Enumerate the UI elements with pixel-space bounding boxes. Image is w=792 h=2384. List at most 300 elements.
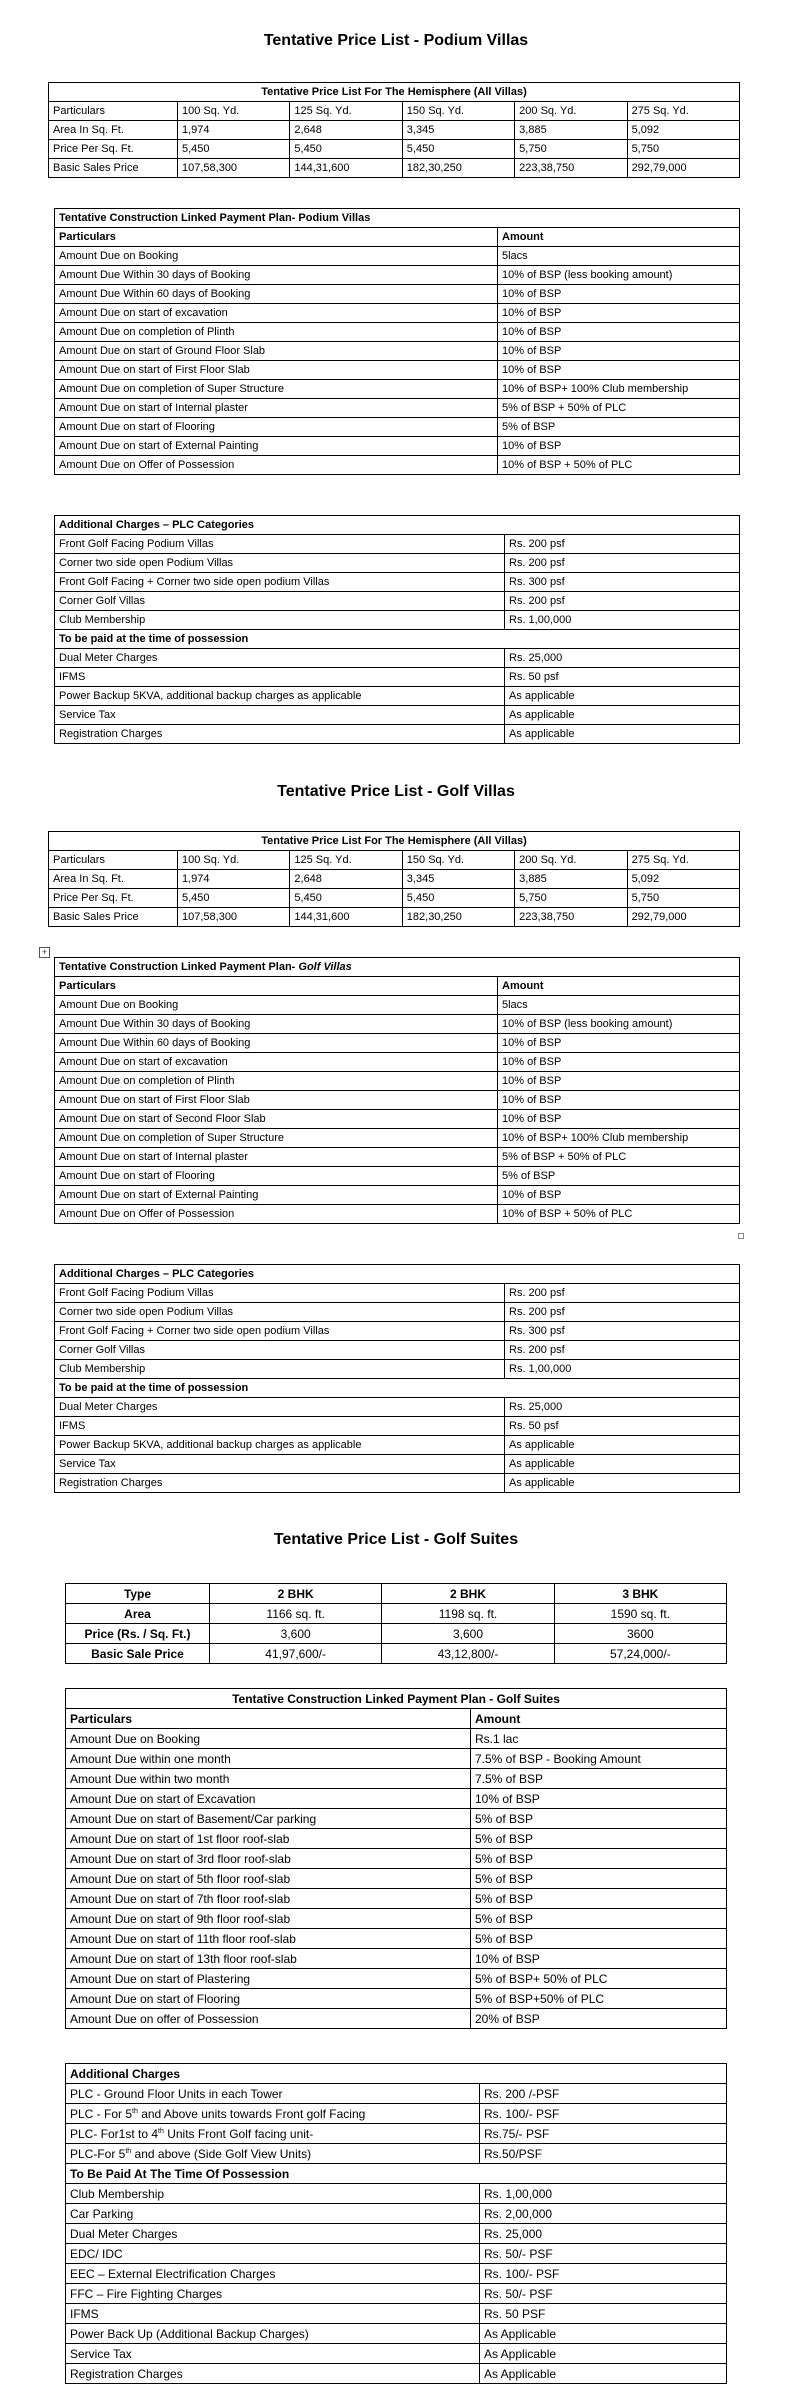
row-value: 5% of BSP bbox=[471, 1849, 727, 1869]
row-label: Amount Due on start of External Painting bbox=[55, 1186, 498, 1205]
row-label: Amount Due on start of 7th floor roof-slab bbox=[66, 1889, 471, 1909]
row-value: Rs. 200 psf bbox=[505, 535, 740, 554]
table-row bbox=[55, 266, 740, 285]
column-header: Particulars bbox=[55, 228, 498, 247]
row-value: Rs.1 lac bbox=[471, 1729, 727, 1749]
row-label: Amount Due on start of excavation bbox=[55, 304, 498, 323]
price-table-caption: Tentative Price List For The Hemisphere (All Villas) bbox=[49, 832, 740, 851]
row-label: Corner two side open Podium Villas bbox=[55, 554, 505, 573]
table-row bbox=[55, 1303, 740, 1322]
row-value: Rs.75/- PSF bbox=[480, 2124, 727, 2144]
table-cell: 292,79,000 bbox=[627, 908, 739, 927]
table-cell: 1,974 bbox=[178, 870, 290, 889]
row-label: Amount Due on start of Flooring bbox=[55, 1167, 498, 1186]
golf-payment-plan bbox=[54, 957, 740, 1224]
row-label: Front Golf Facing Podium Villas bbox=[55, 535, 505, 554]
table-row bbox=[49, 889, 740, 908]
plc-label-part: PLC - For 5 bbox=[70, 2106, 133, 2121]
table-cell: 144,31,600 bbox=[290, 159, 402, 178]
table-row bbox=[55, 554, 740, 573]
column-header: 2 BHK bbox=[382, 1584, 554, 1604]
table-row bbox=[66, 1909, 727, 1929]
row-label: Amount Due on Booking bbox=[66, 1729, 471, 1749]
column-header: Type bbox=[66, 1584, 210, 1604]
table-cell: 5,092 bbox=[627, 870, 739, 889]
table-row bbox=[55, 1455, 740, 1474]
table-row bbox=[66, 1769, 727, 1789]
row-value: Rs. 200 psf bbox=[505, 592, 740, 611]
table-row bbox=[49, 851, 740, 870]
table-cell: 1166 sq. ft. bbox=[210, 1604, 382, 1624]
table-row bbox=[66, 1729, 727, 1749]
row-label: Car Parking bbox=[66, 2204, 480, 2224]
row-label bbox=[66, 2104, 480, 2124]
table-cell: 5,750 bbox=[515, 889, 627, 908]
column-header: 150 Sq. Yd. bbox=[402, 851, 514, 870]
row-label: Amount Due on start of External Painting bbox=[55, 437, 498, 456]
row-value: 5lacs bbox=[498, 996, 740, 1015]
row-value: 10% of BSP bbox=[471, 1789, 727, 1809]
table-cell: 5,092 bbox=[627, 121, 739, 140]
plc-label-part: PLC-For 5 bbox=[70, 2146, 126, 2161]
row-value: 10% of BSP bbox=[498, 304, 740, 323]
table-row bbox=[66, 1929, 727, 1949]
plan-caption-italic: Golf Villas bbox=[298, 961, 352, 973]
podium-price-table bbox=[48, 82, 740, 178]
table-resize-handle-icon[interactable] bbox=[738, 1233, 744, 1239]
row-label: Amount Due on start of First Floor Slab bbox=[55, 361, 498, 380]
table-row bbox=[55, 418, 740, 437]
table-row bbox=[55, 1417, 740, 1436]
row-value: As applicable bbox=[505, 1436, 740, 1455]
table-row bbox=[66, 2184, 727, 2204]
row-value: 10% of BSP+ 100% Club membership bbox=[498, 380, 740, 399]
row-label: Amount Due on start of Excavation bbox=[66, 1789, 471, 1809]
row-label: Amount Due on start of 3rd floor roof-slab bbox=[66, 1849, 471, 1869]
row-value: 5% of BSP + 50% of PLC bbox=[498, 399, 740, 418]
plan-caption-text: Tentative Construction Linked Payment Plan- bbox=[59, 961, 299, 973]
row-value: 5% of BSP bbox=[471, 1809, 727, 1829]
table-row bbox=[66, 1869, 727, 1889]
row-label: IFMS bbox=[55, 668, 505, 687]
row-value: As applicable bbox=[505, 706, 740, 725]
table-row bbox=[55, 1186, 740, 1205]
table-row bbox=[66, 2224, 727, 2244]
plc-label-part: th bbox=[158, 2127, 164, 2135]
plc-label-part: Units Front Golf facing unit- bbox=[163, 2126, 314, 2141]
row-value: 5% of BSP bbox=[498, 1167, 740, 1186]
row-label: Service Tax bbox=[55, 1455, 505, 1474]
row-value: 10% of BSP bbox=[498, 437, 740, 456]
table-row bbox=[66, 1624, 727, 1644]
row-value: Rs. 100/- PSF bbox=[480, 2104, 727, 2124]
row-value: 10% of BSP bbox=[498, 1091, 740, 1110]
table-cell: 5,450 bbox=[178, 140, 290, 159]
table-cell: 5,450 bbox=[402, 140, 514, 159]
table-row bbox=[49, 102, 740, 121]
row-value: 10% of BSP bbox=[498, 323, 740, 342]
table-row bbox=[66, 1829, 727, 1849]
row-label: IFMS bbox=[55, 1417, 505, 1436]
row-label: Amount Due on Booking bbox=[55, 996, 498, 1015]
row-label: Corner Golf Villas bbox=[55, 1341, 505, 1360]
table-cell: 43,12,800/- bbox=[382, 1644, 554, 1664]
table-row bbox=[49, 159, 740, 178]
table-cell: 107,58,300 bbox=[178, 908, 290, 927]
row-value: 10% of BSP bbox=[498, 342, 740, 361]
row-value: Rs. 200 psf bbox=[505, 1284, 740, 1303]
table-row bbox=[55, 706, 740, 725]
row-label: Power Back Up (Additional Backup Charges) bbox=[66, 2324, 480, 2344]
row-value: 10% of BSP bbox=[498, 1034, 740, 1053]
table-cell: 3,600 bbox=[210, 1624, 382, 1644]
charges-caption: Additional Charges – PLC Categories bbox=[55, 1265, 740, 1284]
row-label: Amount Due on offer of Possession bbox=[66, 2009, 471, 2029]
column-header: 150 Sq. Yd. bbox=[402, 102, 514, 121]
row-value: 10% of BSP bbox=[498, 1053, 740, 1072]
column-header: 125 Sq. Yd. bbox=[290, 102, 402, 121]
row-label: Dual Meter Charges bbox=[55, 649, 505, 668]
row-value: Rs. 2,00,000 bbox=[480, 2204, 727, 2224]
row-value: Rs. 1,00,000 bbox=[505, 1360, 740, 1379]
column-header: 200 Sq. Yd. bbox=[515, 102, 627, 121]
table-row bbox=[55, 1341, 740, 1360]
table-row bbox=[66, 2244, 727, 2264]
table-cell: 41,97,600/- bbox=[210, 1644, 382, 1664]
suites-title: Tentative Price List - Golf Suites bbox=[273, 1531, 519, 1548]
table-header-row bbox=[55, 228, 740, 247]
table-row bbox=[55, 323, 740, 342]
table-row bbox=[55, 304, 740, 323]
row-label: Corner Golf Villas bbox=[55, 592, 505, 611]
charges-caption: Additional Charges – PLC Categories bbox=[55, 516, 740, 535]
table-row bbox=[55, 592, 740, 611]
table-row bbox=[55, 1398, 740, 1417]
column-header: 3 BHK bbox=[554, 1584, 726, 1604]
row-label: Amount Due within one month bbox=[66, 1749, 471, 1769]
table-cell: 1,974 bbox=[178, 121, 290, 140]
table-cell: 3600 bbox=[554, 1624, 726, 1644]
row-label: Amount Due Within 30 days of Booking bbox=[55, 266, 498, 285]
row-label: Front Golf Facing Podium Villas bbox=[55, 1284, 505, 1303]
table-cell: Basic Sales Price bbox=[49, 159, 178, 178]
table-row bbox=[66, 2009, 727, 2029]
row-value: Rs. 25,000 bbox=[505, 649, 740, 668]
row-value: As Applicable bbox=[480, 2324, 727, 2344]
table-cell: 1198 sq. ft. bbox=[382, 1604, 554, 1624]
row-value: 10% of BSP bbox=[498, 1110, 740, 1129]
row-value: 10% of BSP + 50% of PLC bbox=[498, 1205, 740, 1224]
row-value: 10% of BSP + 50% of PLC bbox=[498, 456, 740, 475]
table-row bbox=[55, 1091, 740, 1110]
podium-additional-charges bbox=[54, 515, 740, 744]
table-row bbox=[55, 1167, 740, 1186]
table-row bbox=[55, 342, 740, 361]
plan-caption: Tentative Construction Linked Payment Plan- Podium Villas bbox=[55, 209, 740, 228]
row-value: 10% of BSP bbox=[498, 1072, 740, 1091]
table-row bbox=[66, 2084, 727, 2104]
row-value: Rs. 1,00,000 bbox=[480, 2184, 727, 2204]
row-label: Amount Due Within 60 days of Booking bbox=[55, 1034, 498, 1053]
table-row bbox=[55, 687, 740, 706]
row-label: Dual Meter Charges bbox=[55, 1398, 505, 1417]
row-label bbox=[66, 2124, 480, 2144]
table-row bbox=[66, 1989, 727, 2009]
table-row bbox=[55, 1322, 740, 1341]
table-row bbox=[66, 1969, 727, 1989]
row-value: 5% of BSP bbox=[471, 1889, 727, 1909]
table-cell: 5,750 bbox=[627, 889, 739, 908]
table-row bbox=[55, 1110, 740, 1129]
table-row bbox=[49, 870, 740, 889]
row-label: Club Membership bbox=[55, 1360, 505, 1379]
row-value: 5% of BSP bbox=[471, 1929, 727, 1949]
table-row bbox=[55, 996, 740, 1015]
table-header-row bbox=[55, 977, 740, 996]
row-label: Power Backup 5KVA, additional backup charges as applicable bbox=[55, 1436, 505, 1455]
table-row bbox=[55, 247, 740, 266]
row-label: Amount Due Within 60 days of Booking bbox=[55, 285, 498, 304]
podium-title: Tentative Price List - Podium Villas bbox=[263, 32, 529, 49]
row-value: Rs. 50 psf bbox=[505, 668, 740, 687]
row-value: Rs. 50 psf bbox=[505, 1417, 740, 1436]
table-cell: Area In Sq. Ft. bbox=[49, 121, 178, 140]
column-header: 200 Sq. Yd. bbox=[515, 851, 627, 870]
row-value: 10% of BSP (less booking amount) bbox=[498, 266, 740, 285]
row-value: 5% of BSP bbox=[471, 1869, 727, 1889]
table-cell: 5,750 bbox=[515, 140, 627, 159]
row-value: Rs. 50 PSF bbox=[480, 2304, 727, 2324]
row-label: Front Golf Facing + Corner two side open podium Villas bbox=[55, 573, 505, 592]
table-row bbox=[66, 2364, 727, 2384]
row-label: Amount Due on start of Internal plaster bbox=[55, 1148, 498, 1167]
row-label: Amount Due on start of 9th floor roof-slab bbox=[66, 1909, 471, 1929]
table-row bbox=[66, 2304, 727, 2324]
row-value: 10% of BSP (less booking amount) bbox=[498, 1015, 740, 1034]
row-value: 10% of BSP bbox=[498, 361, 740, 380]
table-row bbox=[66, 2124, 727, 2144]
table-cell: 292,79,000 bbox=[627, 159, 739, 178]
table-cell: 182,30,250 bbox=[402, 159, 514, 178]
row-value: As applicable bbox=[505, 1455, 740, 1474]
table-cell: Price Per Sq. Ft. bbox=[49, 140, 178, 159]
row-label: Registration Charges bbox=[66, 2364, 480, 2384]
row-label: Corner two side open Podium Villas bbox=[55, 1303, 505, 1322]
table-cell: 223,38,750 bbox=[515, 908, 627, 927]
table-cell: 57,24,000/- bbox=[554, 1644, 726, 1664]
row-value: 20% of BSP bbox=[471, 2009, 727, 2029]
column-header: 275 Sq. Yd. bbox=[627, 851, 739, 870]
table-row bbox=[55, 573, 740, 592]
table-row bbox=[66, 1644, 727, 1664]
table-row bbox=[55, 380, 740, 399]
table-row bbox=[66, 1889, 727, 1909]
table-row bbox=[66, 1789, 727, 1809]
row-label: Amount Due on start of First Floor Slab bbox=[55, 1091, 498, 1110]
table-row bbox=[55, 1360, 740, 1379]
row-label: Power Backup 5KVA, additional backup charges as applicable bbox=[55, 687, 505, 706]
row-label: Service Tax bbox=[66, 2344, 480, 2364]
plc-label-part: th bbox=[132, 2107, 138, 2115]
row-value: Rs. 25,000 bbox=[505, 1398, 740, 1417]
table-cell: 3,885 bbox=[515, 870, 627, 889]
table-row bbox=[66, 2344, 727, 2364]
table-cell: 2,648 bbox=[290, 121, 402, 140]
charges-caption: Additional Charges bbox=[66, 2064, 727, 2084]
row-value: 10% of BSP bbox=[498, 1186, 740, 1205]
row-value: Rs. 200 psf bbox=[505, 1303, 740, 1322]
row-value: As applicable bbox=[505, 1474, 740, 1493]
possession-heading: To be paid at the time of possession bbox=[55, 630, 740, 649]
table-cell: Area In Sq. Ft. bbox=[49, 870, 178, 889]
table-cell: 5,450 bbox=[290, 140, 402, 159]
table-cell: 3,345 bbox=[402, 121, 514, 140]
column-header: 275 Sq. Yd. bbox=[627, 102, 739, 121]
column-header: Particulars bbox=[66, 1709, 471, 1729]
table-row bbox=[66, 1849, 727, 1869]
row-label: Amount Due Within 30 days of Booking bbox=[55, 1015, 498, 1034]
golf-additional-charges bbox=[54, 1264, 740, 1493]
column-header: Particulars bbox=[49, 851, 178, 870]
row-value: As Applicable bbox=[480, 2364, 727, 2384]
table-row bbox=[55, 668, 740, 687]
row-value: Rs. 200 /-PSF bbox=[480, 2084, 727, 2104]
table-row bbox=[55, 1474, 740, 1493]
table-row bbox=[55, 1072, 740, 1091]
column-header: Particulars bbox=[55, 977, 498, 996]
table-row bbox=[55, 649, 740, 668]
plc-label-part: PLC - Ground Floor Units in each Tower bbox=[70, 2086, 283, 2101]
table-cell: 3,345 bbox=[402, 870, 514, 889]
row-value: 5% of BSP+50% of PLC bbox=[471, 1989, 727, 2009]
table-cell: 2,648 bbox=[290, 870, 402, 889]
table-cell: 182,30,250 bbox=[402, 908, 514, 927]
table-row bbox=[55, 437, 740, 456]
row-label: Amount Due on start of 13th floor roof-slab bbox=[66, 1949, 471, 1969]
row-value: Rs. 300 psf bbox=[505, 1322, 740, 1341]
golf-price-table bbox=[48, 831, 740, 927]
table-row bbox=[49, 140, 740, 159]
table-cell: 5,450 bbox=[402, 889, 514, 908]
table-row bbox=[66, 2284, 727, 2304]
row-label: Amount Due on completion of Plinth bbox=[55, 1072, 498, 1091]
row-value: Rs. 200 psf bbox=[505, 554, 740, 573]
table-row bbox=[66, 1604, 727, 1624]
plc-label-part: and Above units towards Front golf Facing bbox=[137, 2106, 366, 2121]
podium-payment-plan bbox=[54, 208, 740, 475]
row-label: Amount Due on Offer of Possession bbox=[55, 1205, 498, 1224]
table-row bbox=[55, 1205, 740, 1224]
row-label: Amount Due on start of Plastering bbox=[66, 1969, 471, 1989]
table-row bbox=[66, 2204, 727, 2224]
table-row bbox=[55, 1015, 740, 1034]
price-table-caption: Tentative Price List For The Hemisphere (All Villas) bbox=[49, 83, 740, 102]
table-cell: 1590 sq. ft. bbox=[554, 1604, 726, 1624]
row-value: Rs. 200 psf bbox=[505, 1341, 740, 1360]
plc-label-part: th bbox=[125, 2147, 132, 2155]
row-label: IFMS bbox=[66, 2304, 480, 2324]
table-cell: Area bbox=[66, 1604, 210, 1624]
row-label: Amount Due on start of Ground Floor Slab bbox=[55, 342, 498, 361]
table-cell: 107,58,300 bbox=[178, 159, 290, 178]
row-value: Rs. 25,000 bbox=[480, 2224, 727, 2244]
table-cell: 5,750 bbox=[627, 140, 739, 159]
row-label: Amount Due on start of 1st floor roof-slab bbox=[66, 1829, 471, 1849]
table-move-handle-icon[interactable]: + bbox=[39, 947, 50, 958]
plan-caption bbox=[55, 958, 740, 977]
row-label: Amount Due on completion of Super Structure bbox=[55, 380, 498, 399]
column-header: Amount bbox=[498, 977, 740, 996]
plan-caption: Tentative Construction Linked Payment Plan - Golf Suites bbox=[66, 1689, 727, 1709]
row-value: 10% of BSP bbox=[498, 285, 740, 304]
table-header-row bbox=[66, 1709, 727, 1729]
table-row bbox=[55, 535, 740, 554]
row-label bbox=[66, 2144, 480, 2164]
row-label: Registration Charges bbox=[55, 725, 505, 744]
table-cell: Basic Sale Price bbox=[66, 1644, 210, 1664]
row-label: EEC – External Electrification Charges bbox=[66, 2264, 480, 2284]
table-row bbox=[55, 1034, 740, 1053]
plc-label-part: PLC- For1st to 4 bbox=[70, 2126, 159, 2141]
table-row bbox=[66, 1749, 727, 1769]
table-row bbox=[55, 399, 740, 418]
row-label: Amount Due on start of 5th floor roof-slab bbox=[66, 1869, 471, 1889]
table-row bbox=[66, 2144, 727, 2164]
row-label: Amount Due on start of excavation bbox=[55, 1053, 498, 1072]
row-value: Rs. 300 psf bbox=[505, 573, 740, 592]
suites-price-table bbox=[65, 1583, 727, 1664]
table-row bbox=[66, 1949, 727, 1969]
table-cell: 5,450 bbox=[290, 889, 402, 908]
row-label: EDC/ IDC bbox=[66, 2244, 480, 2264]
row-label: FFC – Fire Fighting Charges bbox=[66, 2284, 480, 2304]
row-label: Amount Due on start of Internal plaster bbox=[55, 399, 498, 418]
table-cell: Price Per Sq. Ft. bbox=[49, 889, 178, 908]
table-row bbox=[49, 121, 740, 140]
table-row bbox=[55, 1284, 740, 1303]
row-label: Service Tax bbox=[55, 706, 505, 725]
row-value: Rs.50/PSF bbox=[480, 2144, 727, 2164]
row-value: As applicable bbox=[505, 687, 740, 706]
table-cell: Price (Rs. / Sq. Ft.) bbox=[66, 1624, 210, 1644]
table-row bbox=[55, 1129, 740, 1148]
table-row bbox=[55, 361, 740, 380]
table-row bbox=[55, 456, 740, 475]
table-row bbox=[55, 725, 740, 744]
table-cell: 3,600 bbox=[382, 1624, 554, 1644]
table-row bbox=[55, 1436, 740, 1455]
column-header: 100 Sq. Yd. bbox=[178, 102, 290, 121]
row-label: Amount Due on start of 11th floor roof-slab bbox=[66, 1929, 471, 1949]
row-label: Amount Due on start of Second Floor Slab bbox=[55, 1110, 498, 1129]
table-cell: 3,885 bbox=[515, 121, 627, 140]
table-row bbox=[66, 2104, 727, 2124]
column-header: 2 BHK bbox=[210, 1584, 382, 1604]
row-label: Amount Due on start of Flooring bbox=[66, 1989, 471, 2009]
row-value: 10% of BSP bbox=[471, 1949, 727, 1969]
row-label: Amount Due on Offer of Possession bbox=[55, 456, 498, 475]
table-cell: Basic Sales Price bbox=[49, 908, 178, 927]
column-header: Particulars bbox=[49, 102, 178, 121]
column-header: 100 Sq. Yd. bbox=[178, 851, 290, 870]
table-cell: 223,38,750 bbox=[515, 159, 627, 178]
row-value: As Applicable bbox=[480, 2344, 727, 2364]
row-label: Registration Charges bbox=[55, 1474, 505, 1493]
row-value: 5% of BSP bbox=[471, 1909, 727, 1929]
table-cell: 144,31,600 bbox=[290, 908, 402, 927]
golf-title: Tentative Price List - Golf Villas bbox=[277, 783, 515, 800]
row-value: 5lacs bbox=[498, 247, 740, 266]
